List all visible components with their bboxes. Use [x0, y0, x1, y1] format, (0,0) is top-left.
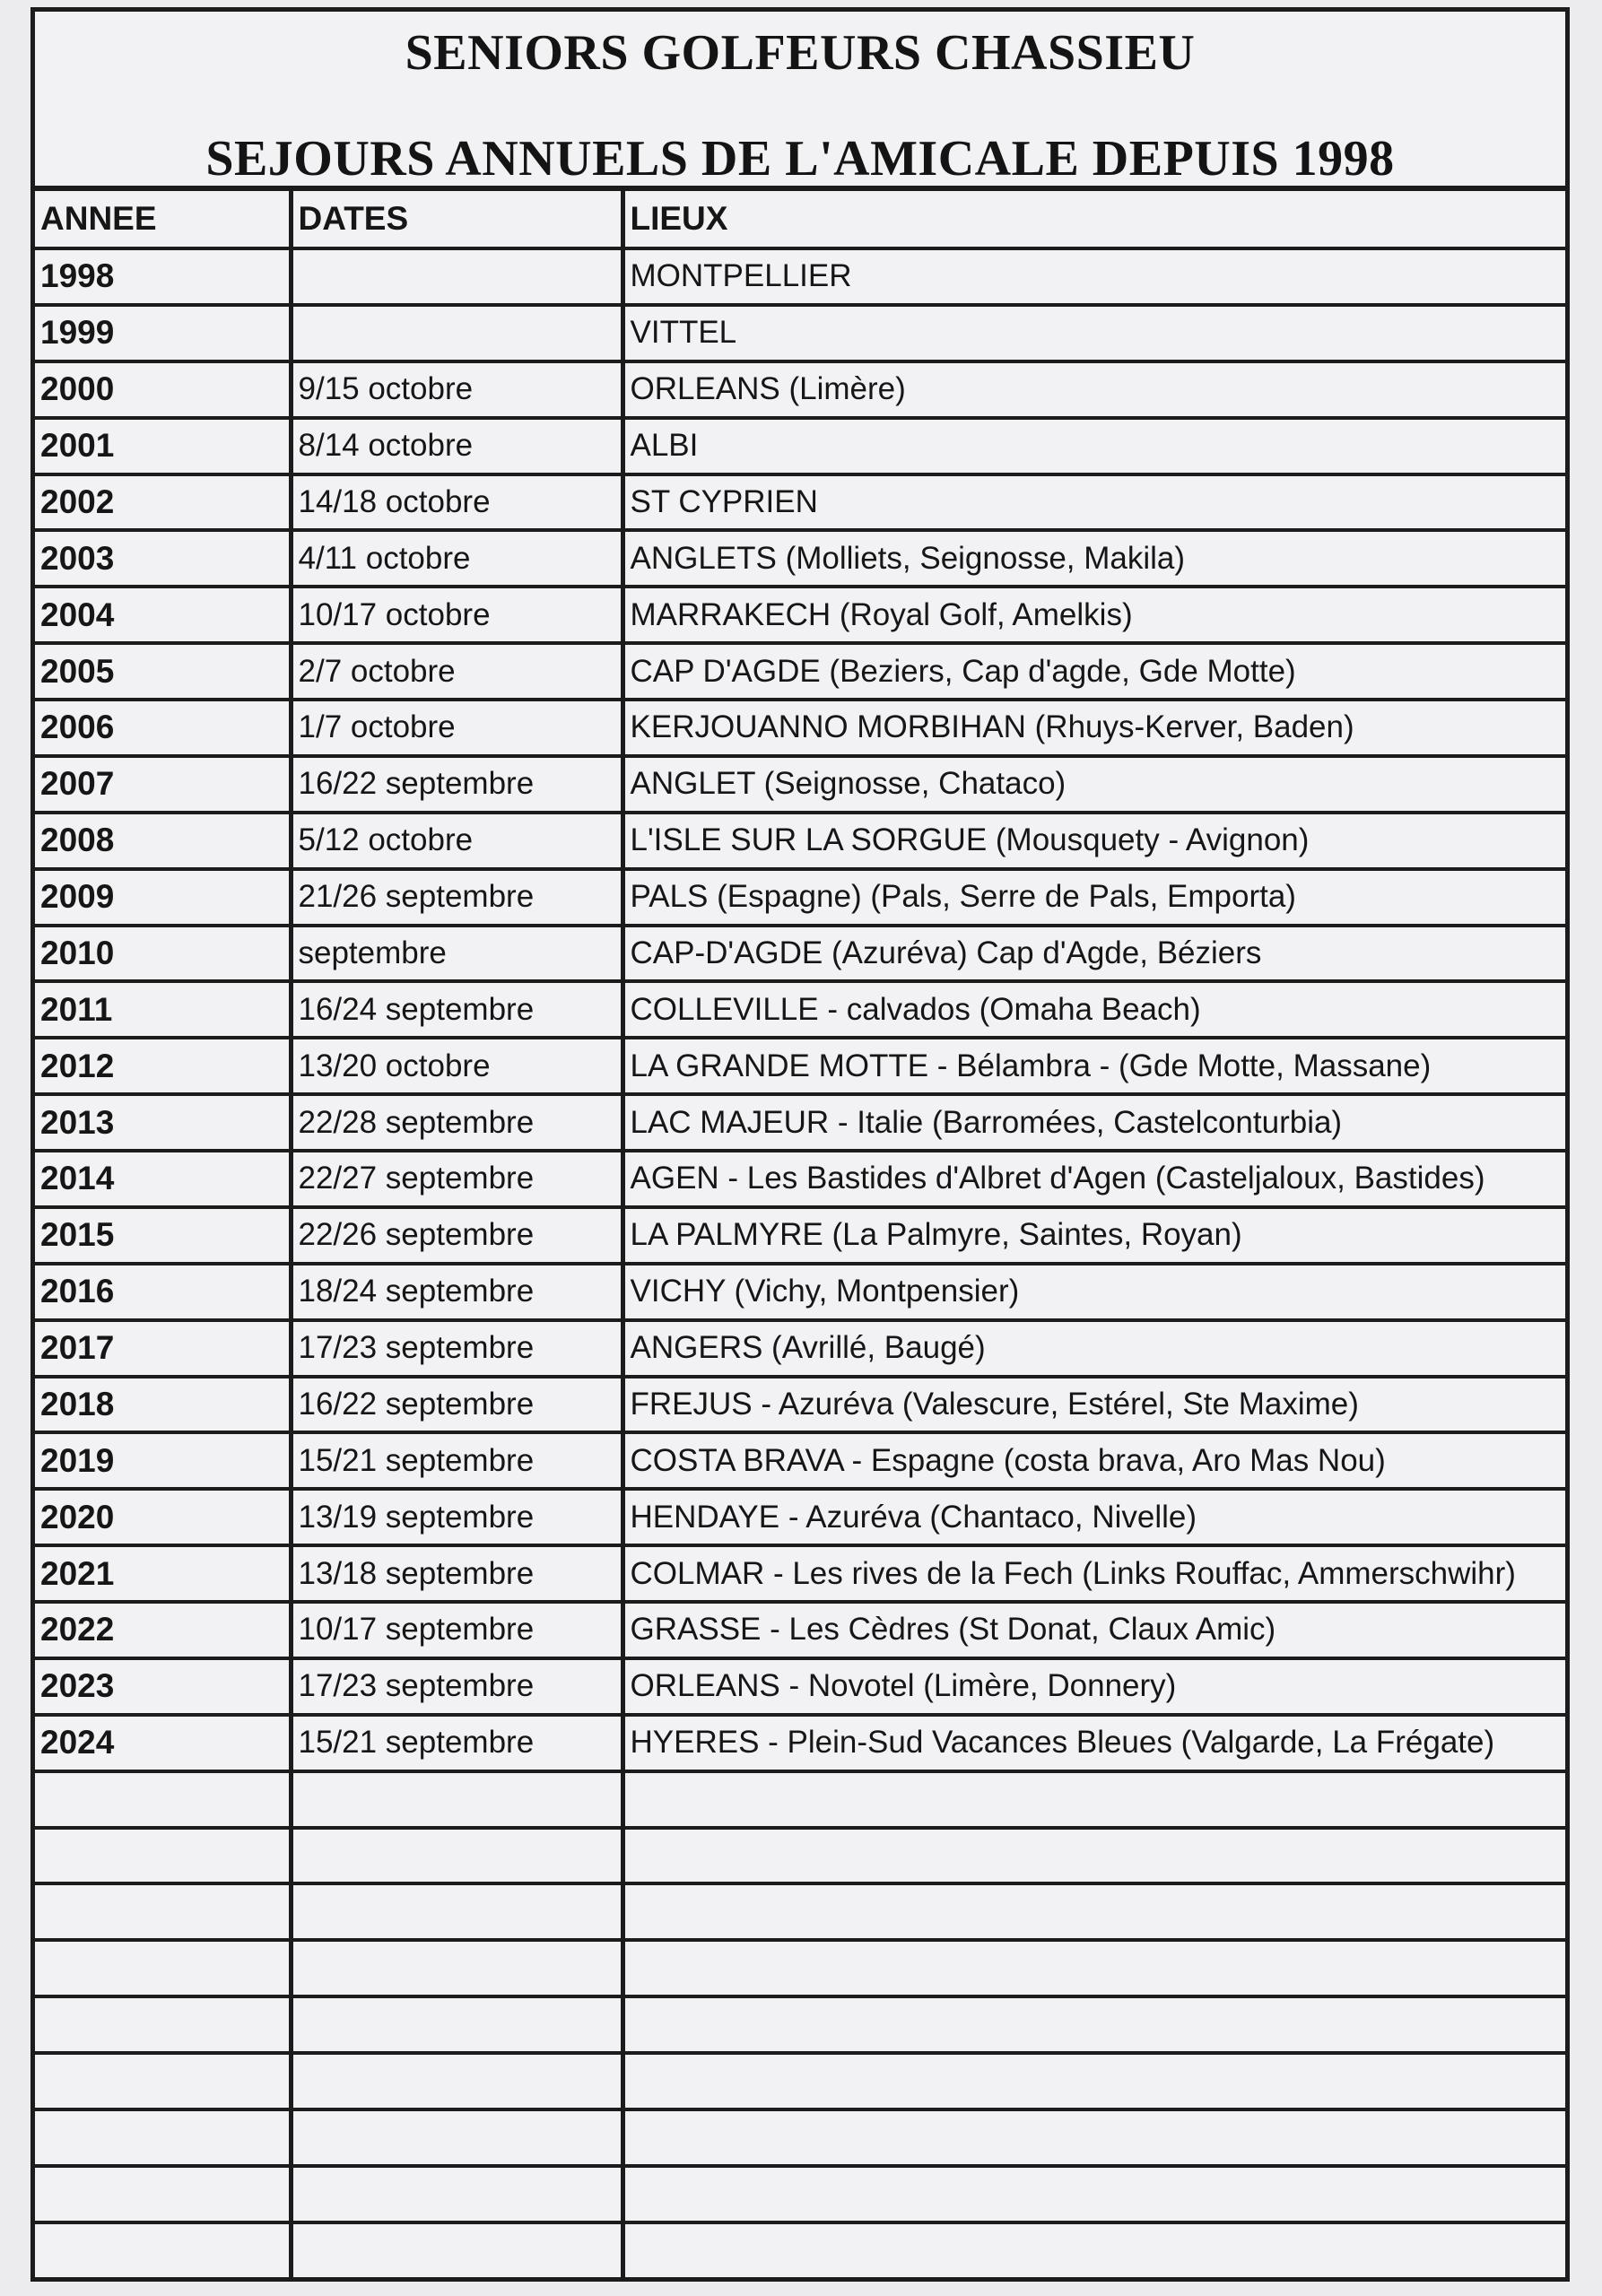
document-frame — [30, 7, 1570, 2282]
empty-cell — [623, 2166, 1565, 2222]
cell-dates: 13/18 septembre — [291, 1545, 623, 1602]
cell-dates: 22/26 septembre — [291, 1207, 623, 1264]
cell-year: 2010 — [35, 926, 291, 982]
cell-year: 2015 — [35, 1207, 291, 1264]
empty-cell — [35, 1771, 291, 1828]
cell-year: 2019 — [35, 1432, 291, 1489]
table-row — [35, 700, 1565, 756]
table-row — [35, 1038, 1565, 1094]
empty-cell — [291, 1940, 623, 1996]
empty-cell — [291, 1883, 623, 1940]
header-places: LIEUX — [623, 191, 1565, 248]
empty-cell — [291, 2109, 623, 2166]
empty-cell — [623, 1996, 1565, 2053]
cell-dates: 22/28 septembre — [291, 1094, 623, 1151]
empty-cell — [291, 2053, 623, 2109]
cell-place: GRASSE - Les Cèdres (St Donat, Claux Amic) — [623, 1602, 1565, 1658]
cell-place: FREJUS - Azuréva (Valescure, Estérel, Ste Maxime) — [623, 1377, 1565, 1433]
cell-dates: 18/24 septembre — [291, 1264, 623, 1320]
cell-dates — [291, 305, 623, 361]
header-dates: DATES — [291, 191, 623, 248]
table-row — [35, 530, 1565, 587]
empty-cell — [623, 1771, 1565, 1828]
title-block — [35, 12, 1565, 191]
cell-year: 2007 — [35, 756, 291, 813]
cell-place: HENDAYE - Azuréva (Chantaco, Nivelle) — [623, 1489, 1565, 1545]
cell-year: 2002 — [35, 474, 291, 531]
empty-table-row — [35, 2109, 1565, 2166]
empty-cell — [623, 1828, 1565, 1884]
cell-place: KERJOUANNO MORBIHAN (Rhuys-Kerver, Baden) — [623, 700, 1565, 756]
table-row — [35, 474, 1565, 531]
empty-cell — [623, 1940, 1565, 1996]
empty-table-row — [35, 2166, 1565, 2222]
cell-dates: 10/17 octobre — [291, 587, 623, 643]
cell-year: 2022 — [35, 1602, 291, 1658]
cell-dates: 16/22 septembre — [291, 756, 623, 813]
table-row — [35, 1545, 1565, 1602]
empty-cell — [35, 1996, 291, 2053]
cell-dates: 14/18 octobre — [291, 474, 623, 531]
cell-year: 2020 — [35, 1489, 291, 1545]
table-row — [35, 756, 1565, 813]
cell-place: AGEN - Les Bastides d'Albret d'Agen (Casteljaloux, Bastides) — [623, 1151, 1565, 1207]
table-row — [35, 418, 1565, 474]
cell-dates: 10/17 septembre — [291, 1602, 623, 1658]
cell-dates: 17/23 septembre — [291, 1658, 623, 1715]
cell-year: 1999 — [35, 305, 291, 361]
cell-dates: 15/21 septembre — [291, 1715, 623, 1771]
cell-dates: 1/7 octobre — [291, 700, 623, 756]
table-row — [35, 1432, 1565, 1489]
table-row — [35, 587, 1565, 643]
table-row — [35, 981, 1565, 1038]
table-row — [35, 1377, 1565, 1433]
cell-year: 1998 — [35, 248, 291, 305]
cell-place: MARRAKECH (Royal Golf, Amelkis) — [623, 587, 1565, 643]
empty-table-row — [35, 1996, 1565, 2053]
table-row — [35, 869, 1565, 926]
table-row — [35, 1602, 1565, 1658]
cell-year: 2011 — [35, 981, 291, 1038]
empty-cell — [623, 2109, 1565, 2166]
empty-cell — [35, 2053, 291, 2109]
table-row — [35, 1489, 1565, 1545]
cell-dates: 16/24 septembre — [291, 981, 623, 1038]
cell-place: ANGERS (Avrillé, Baugé) — [623, 1320, 1565, 1377]
empty-cell — [291, 2222, 623, 2277]
cell-place: COLMAR - Les rives de la Fech (Links Rouffac, Ammerschwihr) — [623, 1545, 1565, 1602]
cell-dates: 9/15 octobre — [291, 361, 623, 418]
empty-cell — [291, 2166, 623, 2222]
cell-year: 2003 — [35, 530, 291, 587]
table-row — [35, 1207, 1565, 1264]
cell-year: 2023 — [35, 1658, 291, 1715]
empty-cell — [623, 1883, 1565, 1940]
cell-place: CAP D'AGDE (Beziers, Cap d'agde, Gde Motte) — [623, 643, 1565, 700]
cell-year: 2008 — [35, 813, 291, 869]
table-row — [35, 643, 1565, 700]
table-header-row — [35, 191, 1565, 248]
empty-cell — [291, 1828, 623, 1884]
cell-year: 2000 — [35, 361, 291, 418]
cell-dates: 13/19 septembre — [291, 1489, 623, 1545]
empty-cell — [623, 2222, 1565, 2277]
document-subtitle: SEJOURS ANNUELS DE L'AMICALE DEPUIS 1998 — [205, 131, 1395, 187]
cell-place: ANGLETS (Molliets, Seignosse, Makila) — [623, 530, 1565, 587]
cell-year: 2009 — [35, 869, 291, 926]
table-row — [35, 1094, 1565, 1151]
empty-cell — [291, 1771, 623, 1828]
cell-year: 2014 — [35, 1151, 291, 1207]
cell-dates: 15/21 septembre — [291, 1432, 623, 1489]
cell-year: 2021 — [35, 1545, 291, 1602]
table-row — [35, 361, 1565, 418]
empty-cell — [35, 2109, 291, 2166]
header-year: ANNEE — [35, 191, 291, 248]
cell-dates: 13/20 octobre — [291, 1038, 623, 1094]
cell-place: ANGLET (Seignosse, Chataco) — [623, 756, 1565, 813]
cell-place: LA PALMYRE (La Palmyre, Saintes, Royan) — [623, 1207, 1565, 1264]
cell-place: L'ISLE SUR LA SORGUE (Mousquety - Avignon) — [623, 813, 1565, 869]
cell-year: 2016 — [35, 1264, 291, 1320]
table-row — [35, 1658, 1565, 1715]
empty-cell — [35, 2222, 291, 2277]
cell-place: HYERES - Plein-Sud Vacances Bleues (Valgarde, La Frégate) — [623, 1715, 1565, 1771]
cell-dates: 2/7 octobre — [291, 643, 623, 700]
cell-dates: 8/14 octobre — [291, 418, 623, 474]
table-row — [35, 1151, 1565, 1207]
cell-place: CAP-D'AGDE (Azuréva) Cap d'Agde, Béziers — [623, 926, 1565, 982]
trips-table — [35, 191, 1565, 2277]
cell-year: 2004 — [35, 587, 291, 643]
cell-year: 2024 — [35, 1715, 291, 1771]
cell-place: ALBI — [623, 418, 1565, 474]
cell-dates: septembre — [291, 926, 623, 982]
cell-dates: 16/22 septembre — [291, 1377, 623, 1433]
table-row — [35, 305, 1565, 361]
empty-table-row — [35, 1828, 1565, 1884]
cell-year: 2018 — [35, 1377, 291, 1433]
empty-table-row — [35, 1771, 1565, 1828]
cell-dates — [291, 248, 623, 305]
cell-dates: 17/23 septembre — [291, 1320, 623, 1377]
document-title: SENIORS GOLFEURS CHASSIEU — [405, 25, 1196, 81]
cell-year: 2006 — [35, 700, 291, 756]
cell-dates: 22/27 septembre — [291, 1151, 623, 1207]
cell-place: VITTEL — [623, 305, 1565, 361]
cell-place: VICHY (Vichy, Montpensier) — [623, 1264, 1565, 1320]
cell-year: 2017 — [35, 1320, 291, 1377]
cell-place: COSTA BRAVA - Espagne (costa brava, Aro Mas Nou) — [623, 1432, 1565, 1489]
table-row — [35, 926, 1565, 982]
table-row — [35, 1320, 1565, 1377]
empty-cell — [291, 1996, 623, 2053]
table-row — [35, 1264, 1565, 1320]
empty-table-row — [35, 1940, 1565, 1996]
cell-place: ST CYPRIEN — [623, 474, 1565, 531]
cell-year: 2013 — [35, 1094, 291, 1151]
cell-place: LAC MAJEUR - Italie (Barromées, Castelconturbia) — [623, 1094, 1565, 1151]
cell-year: 2001 — [35, 418, 291, 474]
cell-place: LA GRANDE MOTTE - Bélambra - (Gde Motte, Massane) — [623, 1038, 1565, 1094]
cell-dates: 5/12 octobre — [291, 813, 623, 869]
cell-place: PALS (Espagne) (Pals, Serre de Pals, Emporta) — [623, 869, 1565, 926]
table-body — [35, 248, 1565, 2277]
empty-table-row — [35, 2222, 1565, 2277]
table-row — [35, 248, 1565, 305]
empty-cell — [623, 2053, 1565, 2109]
empty-cell — [35, 1940, 291, 1996]
cell-place: MONTPELLIER — [623, 248, 1565, 305]
empty-cell — [35, 1828, 291, 1884]
empty-table-row — [35, 2053, 1565, 2109]
table-row — [35, 1715, 1565, 1771]
cell-year: 2005 — [35, 643, 291, 700]
cell-dates: 4/11 octobre — [291, 530, 623, 587]
empty-table-row — [35, 1883, 1565, 1940]
table-row — [35, 813, 1565, 869]
cell-place: COLLEVILLE - calvados (Omaha Beach) — [623, 981, 1565, 1038]
empty-cell — [35, 2166, 291, 2222]
cell-place: ORLEANS - Novotel (Limère, Donnery) — [623, 1658, 1565, 1715]
empty-cell — [35, 1883, 291, 1940]
cell-year: 2012 — [35, 1038, 291, 1094]
cell-dates: 21/26 septembre — [291, 869, 623, 926]
cell-place: ORLEANS (Limère) — [623, 361, 1565, 418]
